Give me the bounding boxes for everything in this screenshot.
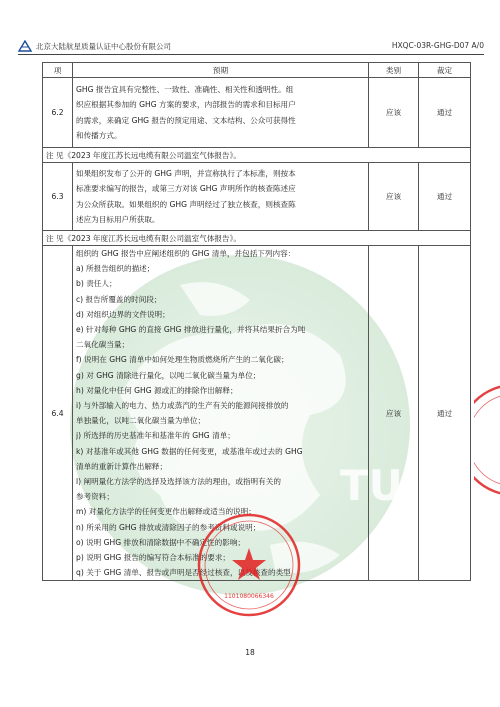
table-row <box>43 163 471 231</box>
item-number: 6.2 <box>43 78 73 148</box>
item-number: 6.4 <box>43 246 73 581</box>
expectation-text: 组织的 GHG 报告中应阐述组织的 GHG 清单，并包括下列内容： a) 所报告组织的描述； b) 责任人； c) 报告所覆盖的时间段； d) 对组织边界的文件说明； e) 针对每种 GHG 的直接 GHG 排放进行量化，并将其结果折合为吨 二氧化碳当量； f) 说明在 GHG 清单中如何处理生物质燃烧所产生的二氧化碳； g) 对 GHG 清除进行量化，以吨二氧化碳当量为单位； h) 对量化中任何 GHG 源或汇的排除作出解释； i) 与外部输入的电力、热力或蒸汽的生产有关的能源间接排放的 单独量化，以吨二氧化碳当量为单位； j) 所选择的历史基准年和基准年的 GHG 清单； k) 对基准年或其他 GHG 数据的任何变更，或基准年或过去的 GHG 清单的重新计算作出解释； l) 阐明量化方法学的选择及选择该方法的理由，或指明有关的 参考资料； m) 对量化方法学的任何变更作出解释或适当的说明； n) 所采用的 GHG 排放或清除因子的参考资料或说明； o) 说明 GHG 排放和清除数据中不确定性的影响； p) 说明 GHG 报告的编写符合本标准的要求； q) 关于 GHG 清单、报告或声明是否经过核查，以及核查的类型 <box>73 246 369 581</box>
company-logo-icon <box>18 40 32 52</box>
column-header-verdict: 裁定 <box>419 63 471 78</box>
page-header <box>18 40 484 54</box>
note-row <box>43 148 471 163</box>
category-cell: 应该 <box>369 246 419 581</box>
company-name: 北京大陆航星质量认证中心股份有限公司 <box>36 42 171 51</box>
note-row <box>43 231 471 246</box>
expectation-text: 如果组织发布了公开的 GHG 声明，并宣称执行了本标准，则按本 标准要求编写的报告，或第三方对该 GHG 声明所作的核查陈述应 为公众所获取。如果组织的 GHG 声明经过了独立核查，则核查陈 述应为目标用户所获取。 <box>73 163 369 231</box>
table-header-row <box>43 63 471 78</box>
column-header-category: 类别 <box>369 63 419 78</box>
note-text: 注 见《2023 年度江苏长远电缆有限公司温室气体报告》。 <box>43 148 471 163</box>
document-code: HXQC-03R-GHG-D07 A/0 <box>391 41 484 50</box>
category-cell: 应该 <box>369 163 419 231</box>
category-cell: 应该 <box>369 78 419 148</box>
svg-text:1101080066346: 1101080066346 <box>224 593 274 600</box>
verdict-cell: 通过 <box>419 246 471 581</box>
page-seam-seal-icon <box>474 380 500 500</box>
expectation-text: GHG 报告宜具有完整性、一致性、准确性、相关性和透明性。组 织应根据其参加的 GHG 方案的要求，内部报告的需求和目标用户 的需求，来确定 GHG 报告的预定用途、文本结构、公众可获得性 和传播方式。 <box>73 78 369 148</box>
header-divider <box>18 54 484 55</box>
item-number: 6.3 <box>43 163 73 231</box>
svg-text:TU: TU <box>340 461 403 510</box>
official-seal-icon <box>194 510 304 620</box>
verdict-cell: 通过 <box>419 78 471 148</box>
column-header-expectation: 预期 <box>73 63 369 78</box>
page-number: 18 <box>245 648 255 657</box>
column-header-item: 项 <box>43 63 73 78</box>
verdict-cell: 通过 <box>419 163 471 231</box>
table-row <box>43 78 471 148</box>
note-text: 注 见《2023 年度江苏长远电缆有限公司温室气体报告》。 <box>43 231 471 246</box>
verification-table <box>42 62 471 581</box>
